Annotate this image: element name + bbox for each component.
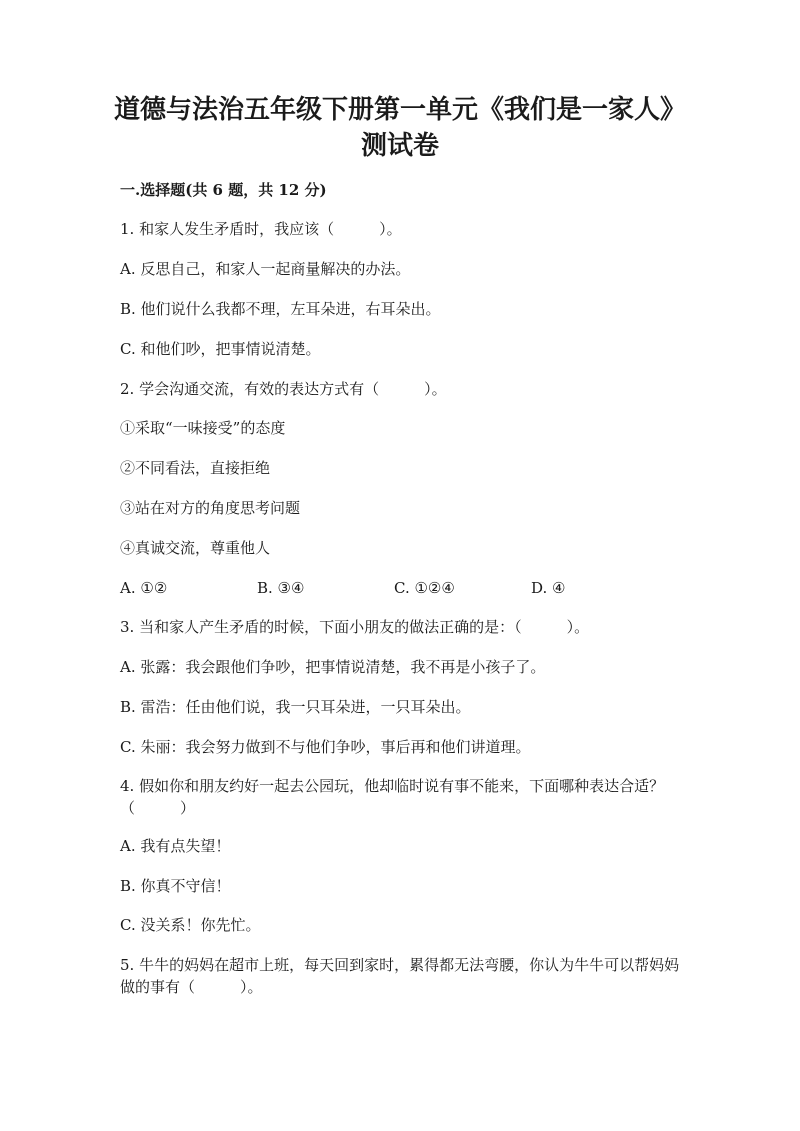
question-1-stem: 1. 和家人发生矛盾时，我应该（ ）。 xyxy=(120,220,402,238)
question-5-stem: 5. 牛牛的妈妈在超市上班，每天回到家时，累得都无法弯腰，你认为牛牛可以帮妈妈做的事有（ ）。 xyxy=(120,956,680,996)
question-3-option-b: B. 雷浩：任由他们说，我一只耳朵进，一只耳朵出。 xyxy=(120,698,471,716)
question-4-option-c: C. 没关系！你先忙。 xyxy=(120,916,261,934)
question-2-stem: 2. 学会沟通交流，有效的表达方式有（ ）。 xyxy=(120,380,447,398)
question-2-option-a: A. ①② xyxy=(120,579,168,597)
question-3-stem: 3. 当和家人产生矛盾的时候，下面小朋友的做法正确的是：（ ）。 xyxy=(120,618,590,636)
question-3-option-c: C. 朱丽：我会努力做到不与他们争吵，事后再和他们讲道理。 xyxy=(120,738,531,756)
question-4-stem: 4. 假如你和朋友约好一起去公园玩，他却临时说有事不能来，下面哪种表达合适？（ ） xyxy=(120,777,665,817)
question-2-option-c: C. ①②④ xyxy=(394,579,455,597)
section-heading: 一.选择题(共 6 题，共 12 分) xyxy=(120,181,327,199)
question-2-statement-2: ②不同看法，直接拒绝 xyxy=(120,459,271,477)
question-2-statement-1: ①采取“一味接受”的态度 xyxy=(120,419,286,437)
question-2-option-d: D. ④ xyxy=(531,579,566,597)
page-title-line2: 测试卷 xyxy=(360,131,439,161)
question-4-option-b: B. 你真不守信！ xyxy=(120,877,231,895)
question-4-option-a: A. 我有点失望！ xyxy=(120,837,231,855)
page-title: 道德与法治五年级下册第一单元《我们是一家人》 xyxy=(113,95,686,125)
question-2-statement-3: ③站在对方的角度思考问题 xyxy=(120,499,301,517)
question-2-option-b: B. ③④ xyxy=(257,579,305,597)
question-2-statement-4: ④真诚交流，尊重他人 xyxy=(120,539,271,557)
question-3-option-a: A. 张露：我会跟他们争吵，把事情说清楚，我不再是小孩子了。 xyxy=(120,658,546,676)
question-1-option-a: A. 反思自己，和家人一起商量解决的办法。 xyxy=(120,260,411,278)
question-1-option-c: C. 和他们吵，把事情说清楚。 xyxy=(120,340,321,358)
question-1-option-b: B. 他们说什么我都不理，左耳朵进，右耳朵出。 xyxy=(120,300,441,318)
